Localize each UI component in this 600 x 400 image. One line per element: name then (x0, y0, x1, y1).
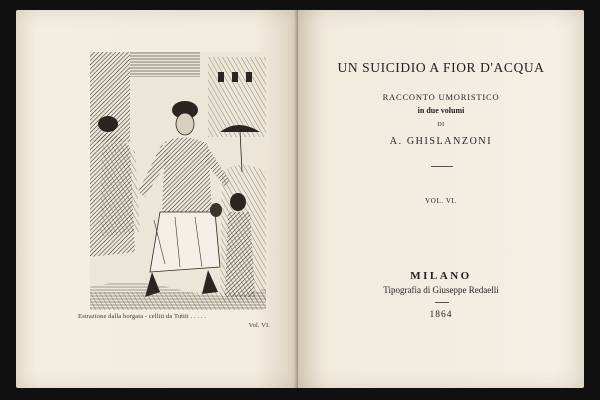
engraving-illustration (90, 52, 266, 310)
left-page (16, 10, 298, 388)
author-name: A. GHISLANZONI (389, 136, 493, 147)
by-label: DI (437, 122, 445, 128)
title-page (298, 10, 584, 388)
divider-rule-small (435, 302, 449, 303)
open-book (16, 10, 584, 388)
caption-line-2: Vol. VI. (248, 322, 270, 329)
caption-line-1: Estrazione dalla borgata - celliti da Tuttii . . . . . (78, 313, 207, 320)
book-title: UN SUICIDIO A FIOR D'ACQUA (337, 60, 545, 75)
publication-city: MILANO (410, 270, 472, 282)
illustration-caption (78, 312, 278, 330)
volumes-note: in due volumi (417, 106, 465, 115)
book-subtitle: RACCONTO UMORISTICO (382, 92, 500, 102)
volume-label: VOL. VI. (425, 197, 457, 205)
printer-name: Tipografia di Giuseppe Redaelli (383, 285, 499, 295)
divider-rule (431, 166, 453, 167)
publication-year: 1864 (429, 310, 453, 320)
